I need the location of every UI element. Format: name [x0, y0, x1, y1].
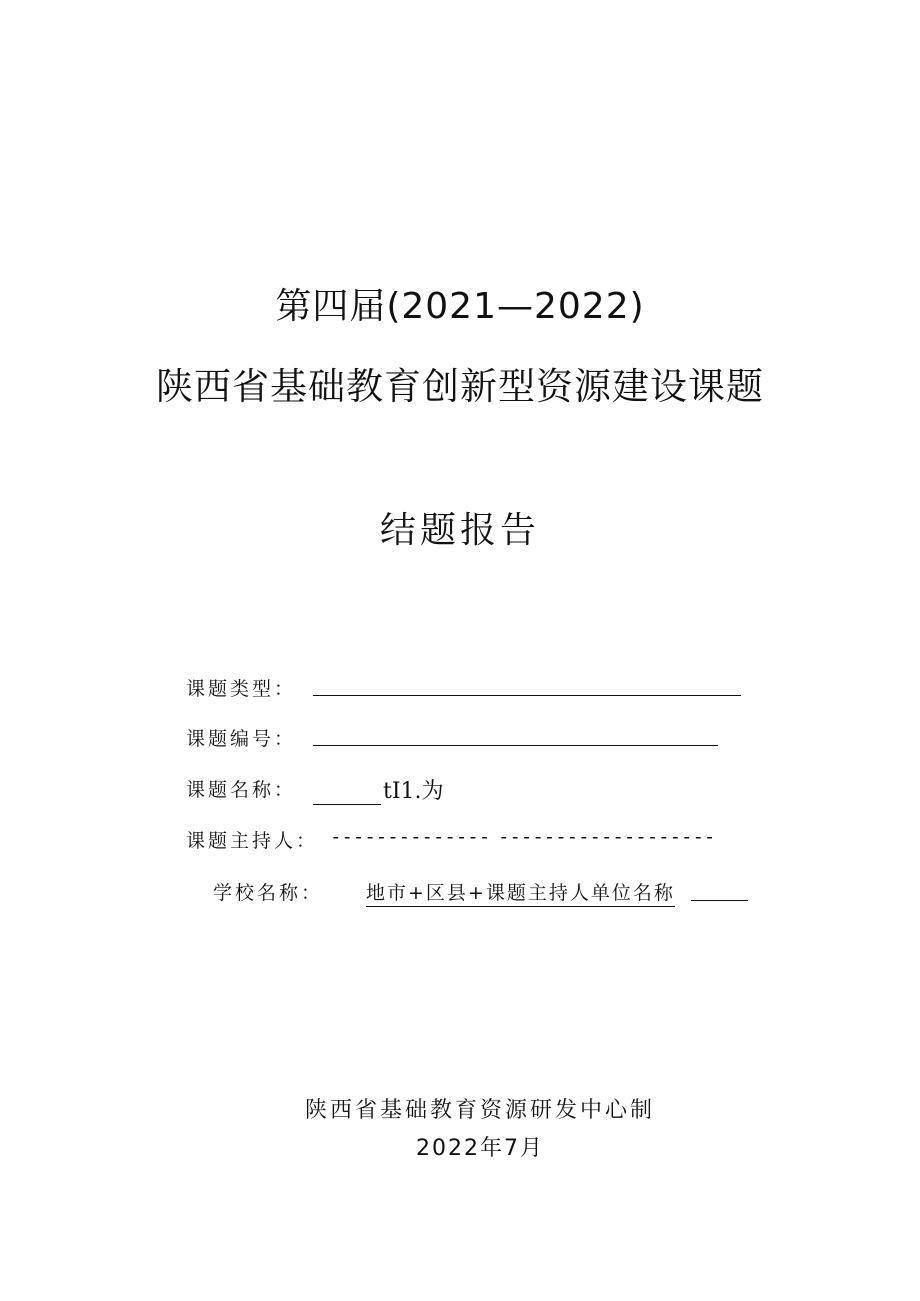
project-type-label: 课题类型：: [186, 678, 297, 700]
date-line: 2022年7月: [416, 1136, 544, 1161]
project-number-row: [186, 724, 296, 751]
project-title: 陕西省基础教育创新型资源建设课题: [156, 365, 764, 408]
project-name-label: 课题名称：: [186, 779, 297, 801]
project-number-blank: [313, 745, 718, 746]
school-name-row: [213, 878, 323, 905]
project-host-row: [186, 826, 318, 853]
project-name-blank: [313, 784, 381, 805]
project-name-text: tI1.为: [383, 779, 444, 804]
project-host-dashes-second: -------------------: [498, 826, 716, 848]
report-type-heading: 结题报告: [379, 510, 540, 551]
project-type-row: [186, 674, 296, 701]
school-name-value: 地市+区县+课题主持人单位名称: [366, 878, 675, 907]
project-host-dashes-first: --------------: [330, 826, 491, 848]
project-name-row: [186, 775, 296, 802]
project-number-label: 课题编号：: [186, 728, 297, 750]
project-host-label: 课题主持人：: [186, 830, 319, 852]
school-name-label: 学校名称：: [213, 882, 324, 904]
project-type-blank: [313, 695, 741, 696]
project-name-value: [313, 774, 444, 805]
publisher-line: 陕西省基础教育资源研发中心制: [304, 1098, 655, 1123]
edition-heading: 第四届(2021—2022): [275, 286, 645, 327]
school-name-blank: [691, 900, 748, 901]
